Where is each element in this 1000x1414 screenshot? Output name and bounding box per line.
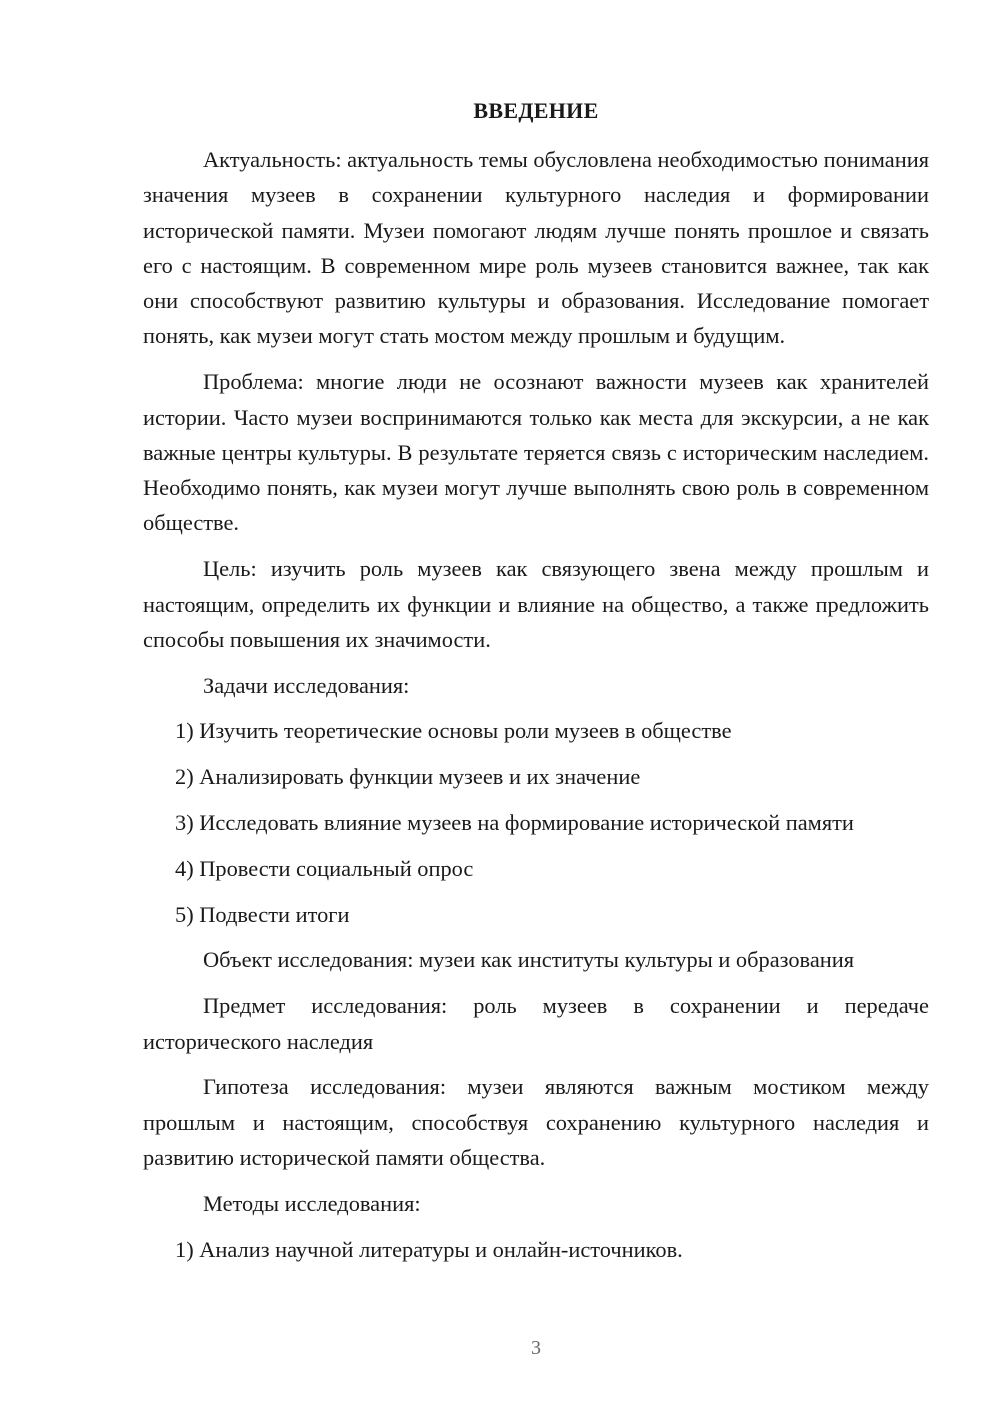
paragraph-problem: Проблема: многие люди не осознают важности музеев как хранителей истории. Часто музеи воспринимаются только как места для экскурсии, а не как важные центры культуры. В результате теряется связь с историческим наследием. Необходимо понять, как музеи могут лучше выполнять свою роль в современном обществе. xyxy=(143,369,929,536)
page-title: ВВЕДЕНИЕ xyxy=(473,98,599,123)
methods-heading: Методы исследования: xyxy=(203,1190,421,1216)
paragraph-object: Объект исследования: музеи как институты культуры и образования xyxy=(203,947,855,973)
task-item-5: 5) Подвести итоги xyxy=(175,901,350,927)
task-item-2: 2) Анализировать функции музеев и их значение xyxy=(175,764,641,790)
document-body xyxy=(143,142,929,1277)
paragraph-relevance: Актуальность: актуальность темы обусловлена необходимостью понимания значения музеев в сохранении культурного наследия и формировании исторической памяти. Музеи помогают людям лучше понять прошлое и связать его с настоящим. В современном мире роль музеев становится важнее, так как они способствуют развитию культуры и образования. Исследование помогает понять, как музеи могут стать мостом между прошлым и будущим. xyxy=(143,147,929,349)
task-item-4: 4) Провести социальный опрос xyxy=(175,855,474,881)
paragraph-subject: Предмет исследования: роль музеев в сохранении и передаче исторического наследия xyxy=(143,993,929,1054)
page-number: 3 xyxy=(531,1337,541,1359)
task-item-1: 1) Изучить теоретические основы роли музеев в обществе xyxy=(175,718,732,744)
paragraph-hypothesis: Гипотеза исследования: музеи являются важным мостиком между прошлым и настоящим, способствуя сохранению культурного наследия и развитию исторической памяти общества. xyxy=(143,1074,929,1170)
tasks-heading: Задачи исследования: xyxy=(203,672,410,698)
method-item-1: 1) Анализ научной литературы и онлайн-источников. xyxy=(175,1236,683,1262)
paragraph-goal: Цель: изучить роль музеев как связующего звена между прошлым и настоящим, определить их функции и влияние на общество, а также предложить способы повышения их значимости. xyxy=(143,556,929,652)
task-item-3: 3) Исследовать влияние музеев на формирование исторической памяти xyxy=(175,810,854,836)
